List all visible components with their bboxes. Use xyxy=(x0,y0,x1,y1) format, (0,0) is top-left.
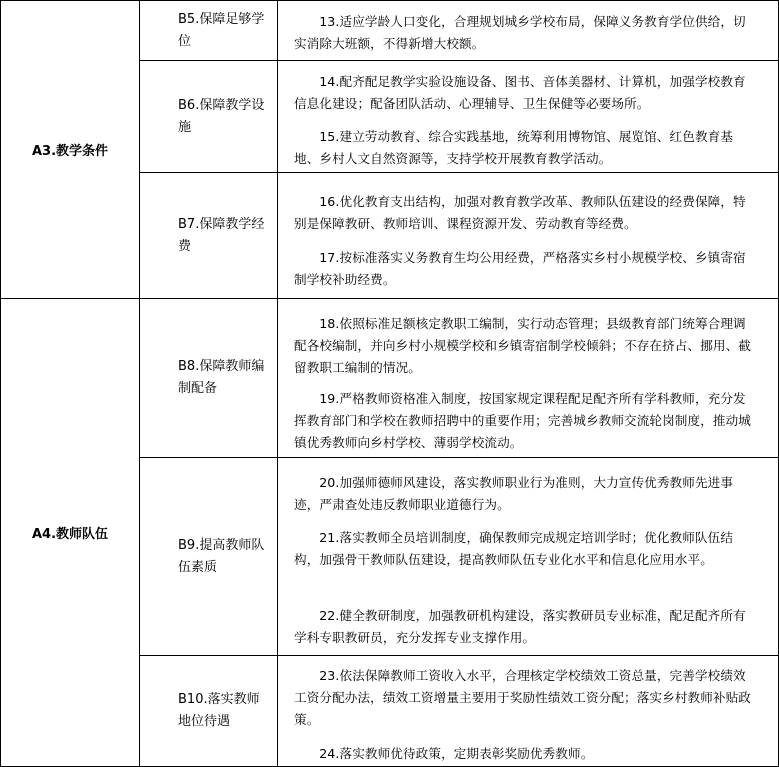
item-label-text: B5.保障足够学位 xyxy=(178,11,265,49)
item-label-text: B6.保障教学设施 xyxy=(178,97,265,135)
standard-14: 14.配齐配足教学实验设施设备、图书、音体美器材、计算机，加强学校教育信息化建设；配备团队活动、心理辅导、卫生保健等必要场所。 xyxy=(294,74,746,111)
item-label-text: B7.保障教学经费 xyxy=(178,216,265,254)
standard-15: 15.建立劳动教育、综合实践基地，统筹利用博物馆、展览馆、红色教育基地、乡村人文自然资源等，支持学校开展教育教学活动。 xyxy=(294,129,734,166)
column-divider-b xyxy=(277,0,278,767)
standard-19: 19.严格教师资格准入制度，按国家规定课程配足配齐所有学科教师，充分发挥教育部门和学校在教师招聘中的重要作用；完善城乡教师交流轮岗制度，推动城镇优秀教师向乡村学校、薄弱学校流动。 xyxy=(294,391,751,450)
standard-18: 18.依照标准足额核定教职工编制，实行动态管理；县级教育部门统筹合理调配各校编制，并向乡村小规模学校和乡镇寄宿制学校倾斜；不存在挤占、挪用、截留教职工编制的情况。 xyxy=(294,316,751,375)
standard-16: 16.优化教育支出结构，加强对教育教学改革、教师队伍建设的经费保障，特别是保障教研、教师培训、课程资源开发、劳动教育等经费。 xyxy=(294,194,746,231)
item-label-b6 xyxy=(140,61,277,172)
standard-24: 24.落实教师优待政策，定期表彰奖励优秀教师。 xyxy=(319,746,594,761)
section-label-a3 xyxy=(1,1,139,298)
standard-20: 20.加强师德师风建设，落实教师职业行为准则，大力宣传优秀教师先进事迹，严肃查处违反教师职业道德行为。 xyxy=(294,475,734,512)
item-label-b7 xyxy=(140,173,277,298)
standard-22: 22.健全教研制度，加强教研机构建设，落实教研员专业标准，配足配齐所有学科专职教研员，充分发挥专业支撑作用。 xyxy=(294,608,746,645)
standard-21: 21.落实教师全员培训制度，确保教师完成规定培训学时；优化教师队伍结构，加强骨干教师队伍建设，提高教师队伍专业化水平和信息化应用水平。 xyxy=(294,530,734,567)
item-label-text: B8.保障教师编制配备 xyxy=(178,359,265,396)
item-label-b10 xyxy=(140,656,277,766)
section-label-a4 xyxy=(1,299,139,766)
item-label-b9 xyxy=(140,458,277,655)
section-label-text: A4.教师队伍 xyxy=(31,527,109,542)
standard-23: 23.依法保障教师工资收入水平，合理核定学校绩效工资总量，完善学校绩效工资分配办法，绩效工资增量主要用于奖励性绩效工资分配；落实乡村教师补贴政策。 xyxy=(294,668,751,727)
item-label-b5 xyxy=(140,1,277,60)
item-label-text: B9.提高教师队伍素质 xyxy=(178,537,265,575)
standard-13: 13.适应学龄人口变化，合理规划城乡学校布局，保障义务教育学位供给，切实消除大班额，不得新增大校额。 xyxy=(294,14,746,51)
standard-17: 17.按标准落实义务教育生均公用经费，严格落实乡村小规模学校、乡镇寄宿制学校补助经费。 xyxy=(294,250,746,287)
item-label-b8 xyxy=(140,299,277,457)
section-label-text: A3.教学条件 xyxy=(31,144,109,159)
item-label-text: B10.落实教师地位待遇 xyxy=(178,692,260,729)
